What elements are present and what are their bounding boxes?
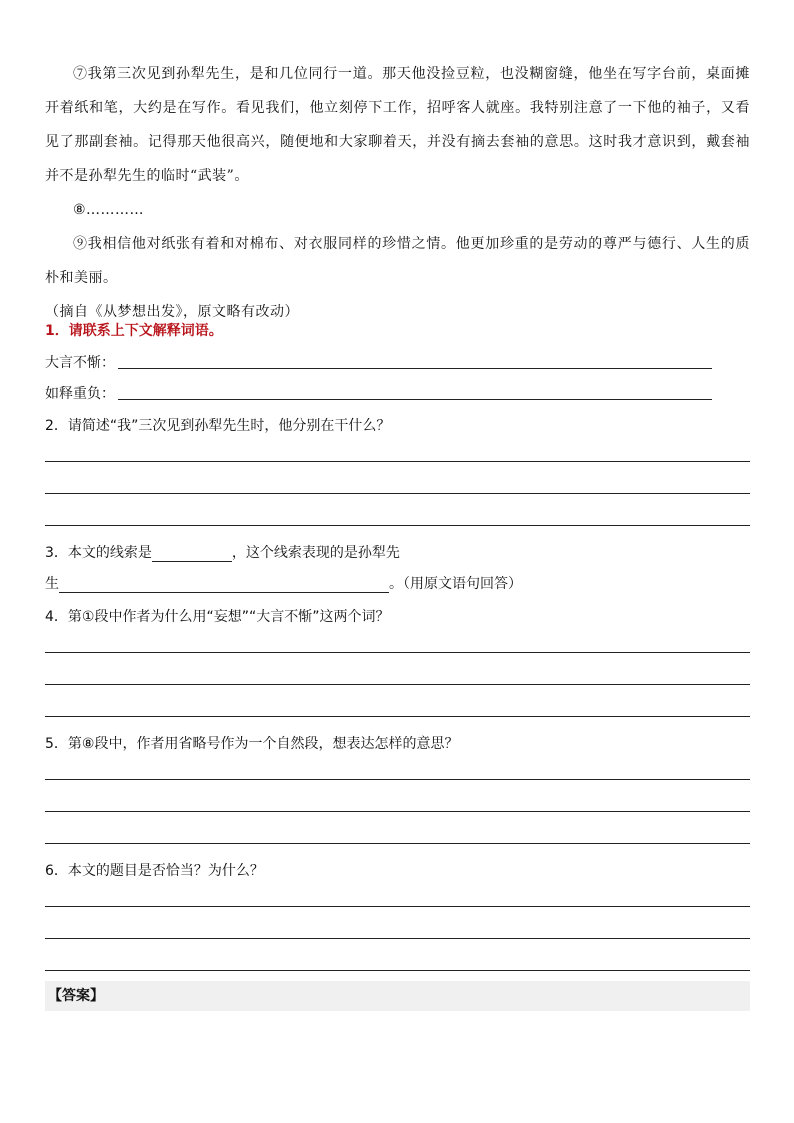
q3-clue-blank[interactable] [152,547,232,562]
q5-answer-line-2[interactable] [45,811,750,812]
q2-answer-line-3[interactable] [45,525,750,526]
q1-term-1-answer-line[interactable] [118,368,712,369]
q6-answer-line-1[interactable] [45,906,750,907]
q3-text-c: 生 [45,576,59,592]
paragraph-7: ⑦我第三次见到孙犁先生，是和几位同行一道。那天他没捡豆粒，也没糊窗缝，他坐在写字台前，桌面摊开着纸和笔，大约是在写作。看见我们，他立刻停下工作，招呼客人就座。我特别注意了一下他的袖子，又看见了那副套袖。记得那天他很高兴，随便地和大家聊着天，并没有摘去套袖的意思。这时我才意识到，戴套袖并不是孙犁先生的临时“武装”。 [45,66,750,184]
q1-term-1-label: 大言不惭： [45,355,115,371]
q4-answer-line-2[interactable] [45,684,750,685]
question-1: 1．请联系上下文解释词语。 [45,323,223,339]
question-3-line-2 [45,573,750,593]
q2-answer-line-2[interactable] [45,493,750,494]
q2-answer-line-1[interactable] [45,461,750,462]
source-citation: （摘自《从梦想出发》，原文略有改动） [45,304,299,320]
paragraph-9: ⑨我相信他对纸张有着和对棉布、对衣服同样的珍惜之情。他更加珍重的是劳动的尊严与德行、人生的质朴和美丽。 [45,236,750,286]
question-6: 6．本文的题目是否恰当？为什么？ [45,863,264,879]
question-2: 2．请简述“我”三次见到孙犁先生时，他分别在干什么？ [45,418,391,434]
q3-text-a: 3．本文的线索是 [45,545,152,561]
q4-answer-line-1[interactable] [45,652,750,653]
question-5: 5．第⑧段中，作者用省略号作为一个自然段，想表达怎样的意思？ [45,736,459,752]
q5-answer-line-1[interactable] [45,779,750,780]
q1-term-2-label: 如释重负： [45,386,115,402]
q1-term-2-answer-line[interactable] [118,399,712,400]
q4-answer-line-3[interactable] [45,716,750,717]
q3-quote-blank[interactable] [59,578,389,593]
question-3-line-1 [45,542,750,562]
paragraph-8: ⑧………… [73,202,145,218]
question-4: 4．第①段中作者为什么用“妄想”“大言不惭”这两个词？ [45,609,390,625]
reading-passage [45,57,750,329]
q5-answer-line-3[interactable] [45,843,750,844]
q6-answer-line-2[interactable] [45,938,750,939]
q6-answer-line-3[interactable] [45,970,750,971]
q3-text-b: ，这个线索表现的是孙犁先 [231,545,400,561]
q3-text-d: 。（用原文语句回答） [389,576,522,592]
answer-section-header: 【答案】 [45,981,750,1011]
